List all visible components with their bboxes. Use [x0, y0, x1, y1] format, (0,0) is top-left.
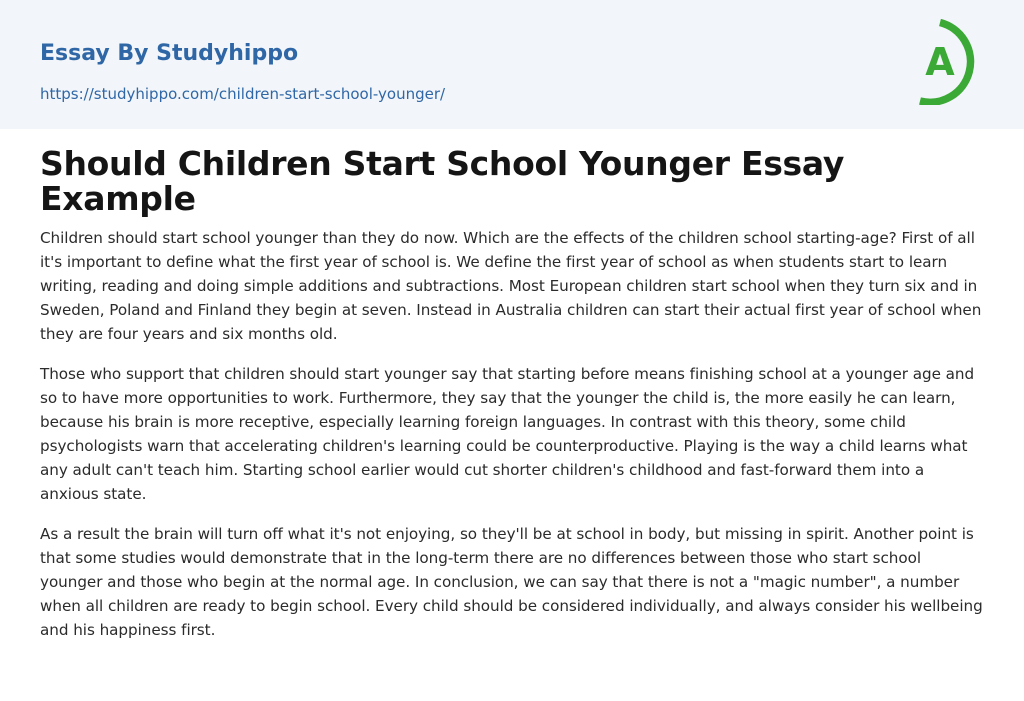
essay-paragraph-1: Children should start school younger than they do now. Which are the effects of the children school starting-age? First of all it's important to define what the first year of school is. We define the first year of school as when students start to learn writing, reading and doing simple additions and subtractions. Most European children start school when they turn six and in Sweden, Poland and Finland they begin at seven. Instead in Australia children can start their actual first year of school when they are four years and six months old. [40, 229, 982, 343]
page-title: Should Children Start School Younger Essay Example [40, 144, 845, 218]
essay-paragraph-2: Those who support that children should start younger say that starting before means finishing school at a younger age and so to have more opportunities to work. Furthermore, they say that the younger the child is, the more easily he can learn, because his brain is more receptive, especially learning foreign languages. In contrast with this theory, some child psychologists warn that accelerating children's learning could be counterproductive. Playing is the way a child learns what any adult can't teach him. Starting school earlier would cut shorter children's childhood and fast-forward them into a anxious state. [40, 365, 975, 503]
article-content [0, 146, 1024, 642]
site-header [0, 0, 1024, 129]
site-brand[interactable]: Essay By Studyhippo [40, 41, 299, 66]
studyhippo-logo-icon[interactable] [912, 19, 986, 105]
essay-paragraph-3: As a result the brain will turn off what it's not enjoying, so they'll be at school in body, but missing in spirit. Another point is that some studies would demonstrate that in the long-term there are no differences between those who start school younger and those who begin at the normal age. In conclusion, we can say that there is not a "magic number", a number when all children are ready to begin school. Every child should be considered individually, and always consider his wellbeing and his happiness first. [40, 525, 983, 639]
logo-letter: A [925, 40, 955, 84]
article-url-link[interactable]: https://studyhippo.com/children-start-school-younger/ [40, 85, 446, 103]
